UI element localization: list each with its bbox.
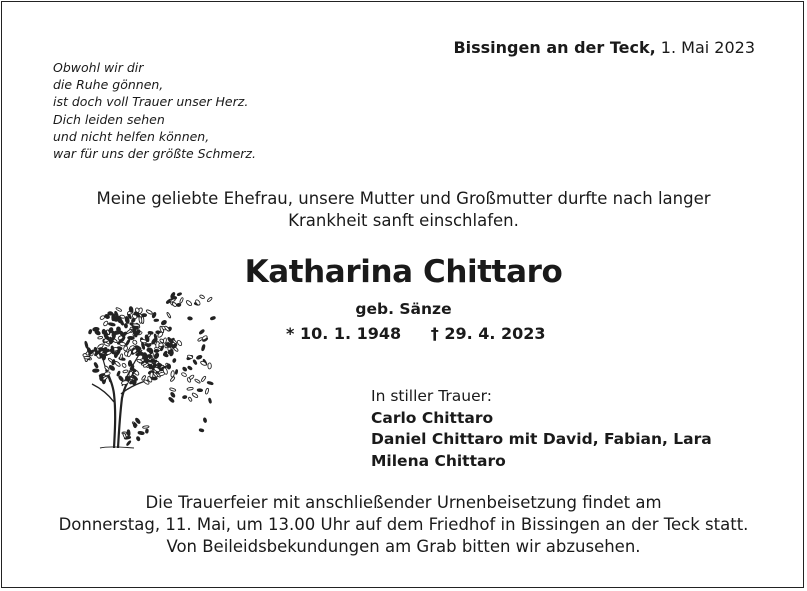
date-label: 1. Mai 2023: [660, 38, 755, 57]
intro-text: [0, 188, 807, 232]
poem-line: die Ruhe gönnen,: [53, 77, 164, 93]
funeral-line: Von Beileidsbekundungen am Grab bitten wir abzusehen.: [166, 537, 641, 556]
deceased-name: Katharina Chittaro: [244, 254, 563, 290]
life-dates: [286, 324, 546, 343]
funeral-line: Donnerstag, 11. Mai, um 13.00 Uhr auf dem Friedhof in Bissingen an der Teck statt.: [58, 515, 749, 534]
intro-line: Meine geliebte Ehefrau, unsere Mutter und Großmutter durfte nach langer: [96, 189, 711, 208]
poem-line: und nicht helfen können,: [53, 128, 210, 144]
poem-line: Dich leiden sehen: [53, 111, 165, 127]
mourners-heading: In stiller Trauer:: [371, 387, 492, 405]
poem-line: ist doch voll Trauer unser Herz.: [53, 94, 249, 110]
poem: [53, 59, 256, 162]
birth-date: * 10. 1. 1948: [286, 324, 402, 343]
funeral-info: [0, 492, 807, 558]
intro-line: Krankheit sanft einschlafen.: [288, 211, 519, 230]
mourners: [371, 386, 712, 472]
poem-line: war für uns der größte Schmerz.: [53, 146, 256, 162]
place-date: [453, 38, 755, 57]
place-label: Bissingen an der Teck,: [453, 38, 656, 57]
maiden-name: geb. Sänze: [355, 300, 452, 318]
tree-with-falling-leaves-icon: [72, 290, 218, 452]
mourner-name: Daniel Chittaro mit David, Fabian, Lara: [371, 430, 712, 448]
mourner-name: Milena Chittaro: [371, 451, 506, 470]
death-date: † 29. 4. 2023: [430, 324, 546, 343]
mourner-name: Carlo Chittaro: [371, 408, 494, 427]
funeral-line: Die Trauerfeier mit anschließender Urnenbeisetzung findet am: [145, 493, 662, 512]
poem-line: Obwohl wir dir: [53, 60, 144, 75]
